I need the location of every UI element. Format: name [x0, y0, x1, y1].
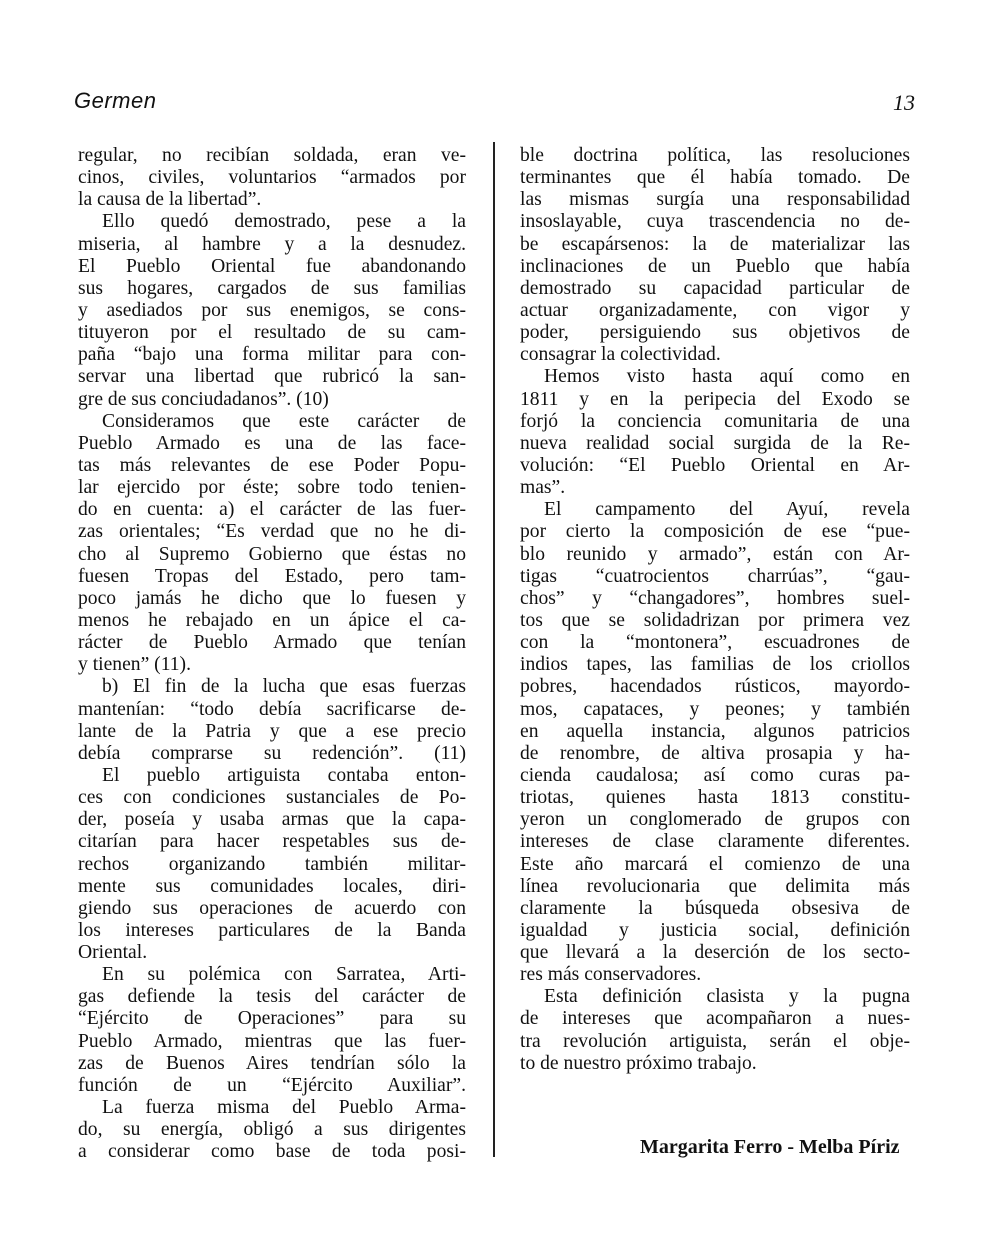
text-line: regular, no recibían soldada, eran ve- — [78, 145, 466, 166]
text-line: forjó la conciencia comunitaria de una — [520, 410, 910, 432]
text-line: Esta definición clasista y la pugna — [544, 986, 910, 1008]
left-text-column — [78, 145, 466, 1163]
text-line: res más conservadores. — [520, 964, 702, 986]
text-line: lante de la Patria y que a ese precio — [78, 720, 466, 742]
text-line: intereses de clase claramente diferentes. — [520, 831, 910, 853]
text-line: triotas, quienes hasta 1813 constitu- — [520, 787, 910, 809]
text-line: cienda caudalosa; así como curas pa- — [520, 764, 910, 786]
text-line: las mismas surgía una responsabilidad — [520, 189, 910, 211]
text-line: claramente la búsqueda obsesiva de — [520, 897, 910, 919]
text-line: mos, capataces, y peones; y también — [520, 698, 910, 720]
text-line: cho al Supremo Gobierno que éstas no — [78, 543, 466, 565]
text-line: Pueblo Armado es una de las face- — [78, 432, 466, 454]
text-line: gre de sus conciudadanos”. (10) — [78, 388, 329, 410]
text-line: der, poseía y usaba armas que la capa- — [78, 809, 466, 831]
text-line: con la “montonera”, escuadrones de — [520, 632, 910, 654]
text-line: “Ejército de Operaciones” para su — [78, 1008, 466, 1030]
text-line: tra revolución artiguista, serán el obje- — [520, 1030, 910, 1052]
text-line: citarían para hacer respetables sus de- — [78, 831, 466, 853]
text-line: y tienen” (11). — [78, 654, 191, 676]
text-line: por cierto la composición de ese “pue- — [520, 521, 910, 543]
text-line: de renombre, de altiva prosapia y ha- — [520, 742, 910, 764]
text-line: nueva realidad social surgida de la Re- — [520, 432, 910, 454]
text-line: Ello quedó demostrado, pese a la — [102, 211, 466, 233]
text-line: zas de Buenos Aires tendrían sólo la — [78, 1052, 466, 1074]
text-line: que llevará a la deserción de los secto- — [520, 942, 910, 964]
text-line: terminantes que él había tomado. De — [520, 167, 910, 189]
text-line: consagrar la colectividad. — [520, 344, 721, 366]
running-header-title: Germen — [74, 88, 157, 113]
text-line: miseria, al hambre y a la desnudez. — [78, 233, 466, 255]
text-line: tituyeron por el resultado de su cam- — [78, 322, 466, 344]
text-line: giendo sus operaciones de acuerdo con — [78, 897, 466, 919]
text-line: debía comprarse su redención”. (11) — [78, 742, 466, 764]
text-line: gas defiende la tesis del carácter de — [78, 986, 466, 1008]
text-line: poder, persiguiendo sus objetivos de — [520, 322, 910, 344]
text-line: ces con condiciones sustanciales de Po- — [78, 787, 466, 809]
text-line: inclinaciones de un Pueblo que había — [520, 255, 910, 277]
text-line: to de nuestro próximo trabajo. — [520, 1052, 757, 1074]
column-divider — [493, 142, 495, 1157]
text-line: b) El fin de la lucha que esas fuerzas — [102, 676, 466, 698]
page-number: 13 — [893, 90, 915, 115]
text-line: pobres, hacendados rústicos, mayordo- — [520, 676, 910, 698]
text-line: sus hogares, cargados de sus familias — [78, 277, 466, 299]
text-line: Consideramos que este carácter de — [102, 410, 466, 432]
text-line: demostrado su capacidad particular de — [520, 277, 910, 299]
text-line: igualdad y justicia social, definición — [520, 919, 910, 941]
text-line: línea revolucionaria que delimita más — [520, 875, 910, 897]
text-line: tigas “cuatrocientos charrúas”, “gau- — [520, 565, 910, 587]
text-line: indios tapes, las familias de los criollos — [520, 654, 910, 676]
text-line: la causa de la libertad”. — [78, 189, 262, 211]
text-line: lar ejercido por éste; sobre todo tenien- — [78, 477, 466, 499]
text-line: mente sus comunidades locales, diri- — [78, 875, 466, 897]
text-line: En su polémica con Sarratea, Arti- — [102, 964, 466, 986]
text-line: servar una libertad que rubricó la san- — [78, 366, 466, 388]
text-line: en aquella instancia, algunos patricios — [520, 720, 910, 742]
author-signature: Margarita Ferro - Melba Píriz — [640, 1136, 900, 1158]
text-line: volución: “El Pueblo Oriental en Ar- — [520, 454, 910, 476]
text-line: Este año marcará el comienzo de una — [520, 853, 910, 875]
text-line: do en cuenta: a) el carácter de las fuer- — [78, 499, 466, 521]
right-text-column — [520, 145, 910, 1075]
text-line: El campamento del Ayuí, revela — [544, 499, 910, 521]
text-line: tas más relevantes de ese Poder Popu- — [78, 454, 466, 476]
text-line: 1811 y en la peripecia del Exodo se — [520, 388, 910, 410]
text-line: cinos, civiles, voluntarios “armados por — [78, 167, 466, 189]
text-line: rácter de Pueblo Armado que tenían — [78, 632, 466, 654]
text-line: Oriental. — [78, 942, 148, 964]
text-line: El pueblo artiguista contaba enton- — [102, 764, 466, 786]
text-line: chos” y “changadores”, hombres suel- — [520, 587, 910, 609]
text-line: tos que se solidadrizan por primera vez — [520, 609, 910, 631]
text-line: Pueblo Armado, mientras que las fuer- — [78, 1030, 466, 1052]
text-line: función de un “Ejército Auxiliar”. — [78, 1074, 466, 1096]
text-line: zas orientales; “Es verdad que no he di- — [78, 521, 466, 543]
text-line: de intereses que acompañaron a nues- — [520, 1008, 910, 1030]
text-line: los intereses particulares de la Banda — [78, 919, 466, 941]
text-line: paña “bajo una forma militar para con- — [78, 344, 466, 366]
text-line: mantenían: “todo debía sacrificarse de- — [78, 698, 466, 720]
text-line: rechos organizando también militar- — [78, 853, 466, 875]
text-line: yeron un conglomerado de grupos con — [520, 809, 910, 831]
text-line: be escapársenos: la de materializar las — [520, 233, 910, 255]
text-line: La fuerza misma del Pueblo Arma- — [102, 1097, 466, 1119]
text-line: poco jamás he dicho que lo fuesen y — [78, 587, 466, 609]
text-line: El Pueblo Oriental fue abandonando — [78, 255, 466, 277]
text-line: ble doctrina política, las resoluciones — [520, 145, 910, 166]
text-line: actuar organizadamente, con vigor y — [520, 299, 910, 321]
text-line: do, su energía, obligó a sus dirigentes — [78, 1119, 466, 1141]
text-line: blo reunido y armado”, están con Ar- — [520, 543, 910, 565]
text-line: Hemos visto hasta aquí como en — [544, 366, 910, 388]
text-line: a considerar como base de toda posi- — [78, 1141, 466, 1163]
text-line: y asediados por sus enemigos, se cons- — [78, 299, 466, 321]
text-line: fuesen Tropas del Estado, pero tam- — [78, 565, 466, 587]
text-line: mas”. — [520, 477, 566, 499]
text-line: insoslayable, cuya trascendencia no de- — [520, 211, 910, 233]
text-line: menos he rebajado en un ápice el ca- — [78, 609, 466, 631]
